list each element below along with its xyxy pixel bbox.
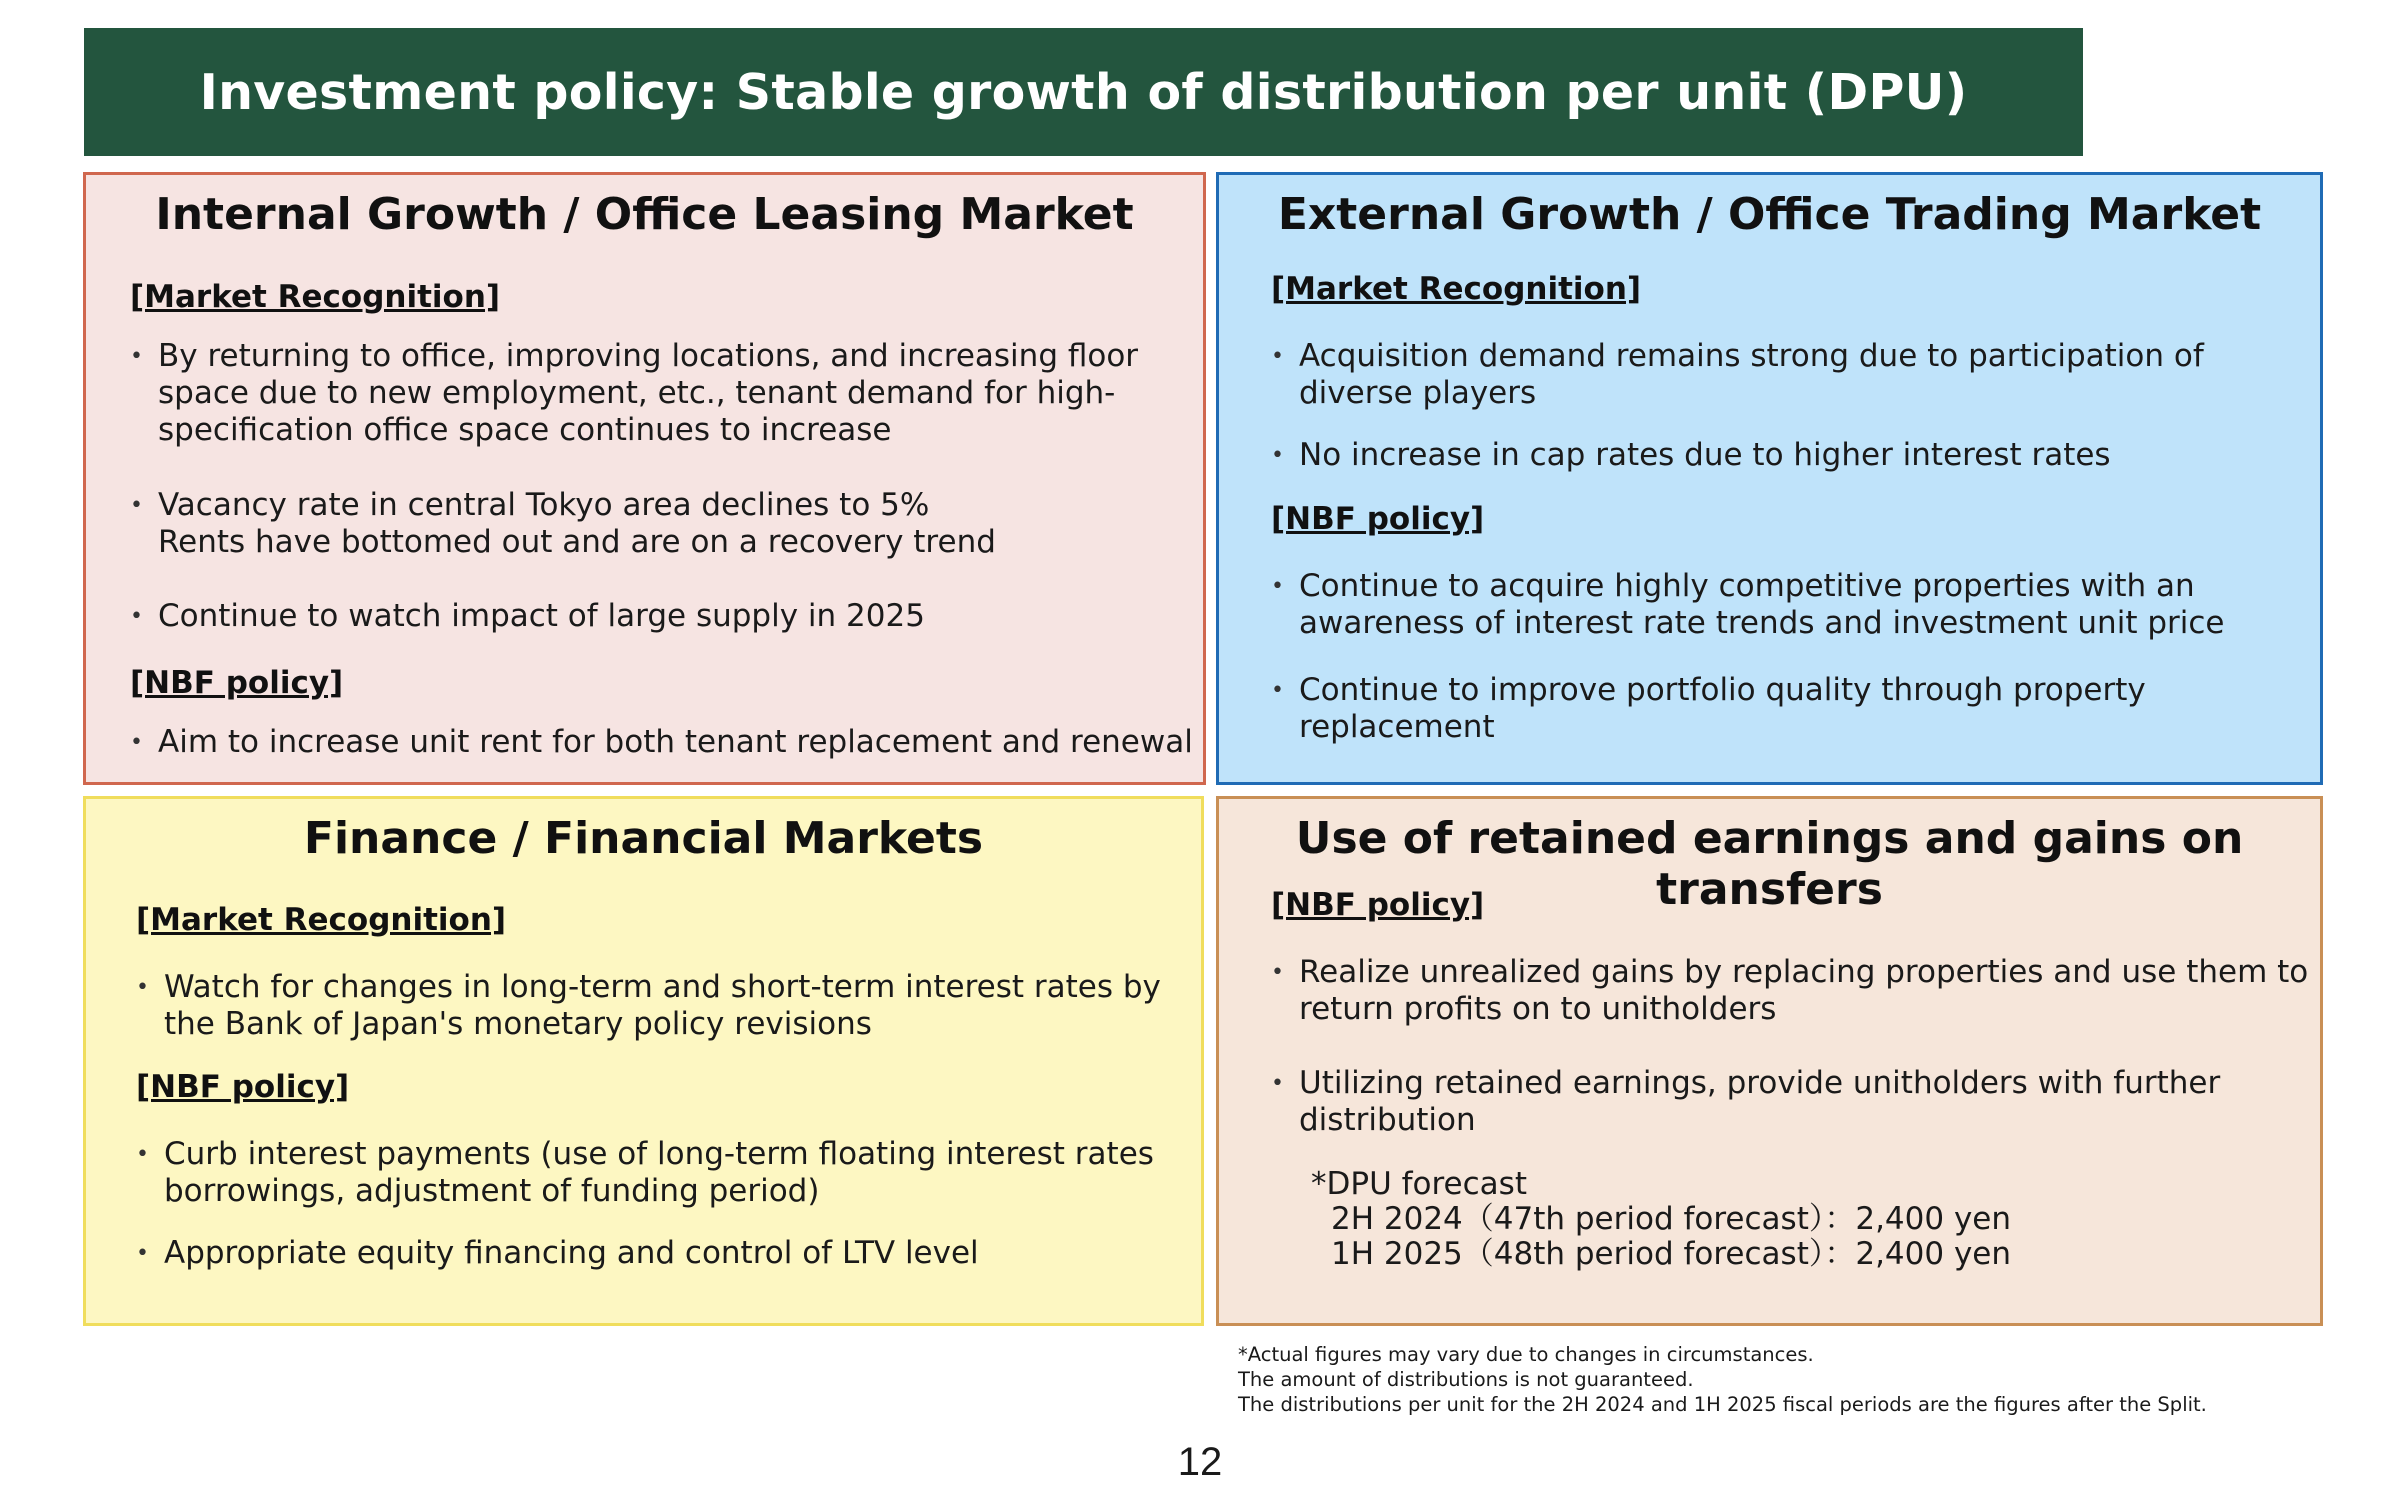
bullet-dot-icon: •	[130, 604, 143, 629]
bullet-dot-icon: •	[1271, 1071, 1284, 1096]
list-item: • Continue to watch impact of large supply in 2025	[130, 598, 925, 634]
list-item: • Acquisition demand remains strong due to participation of diverse players	[1271, 338, 2204, 411]
list-item: • Aim to increase unit rent for both tenant replacement and renewal	[130, 724, 1193, 760]
finance-title: Finance / Financial Markets	[303, 813, 984, 864]
external-policy-label: [NBF policy]	[1271, 501, 1485, 537]
internal-growth-title: Internal Growth / Office Leasing Market	[155, 189, 1134, 240]
finance-policy-label: [NBF policy]	[136, 1069, 350, 1105]
retained-earnings-panel	[1216, 796, 2323, 1326]
retained-policy-label: [NBF policy]	[1271, 887, 1485, 923]
list-item: • Appropriate equity financing and control of LTV level	[136, 1235, 979, 1271]
finance-panel	[83, 796, 1204, 1326]
dpu-forecast-row: 2H 2024（47th period forecast）：2,400 yen	[1331, 1201, 2012, 1237]
bullet-dot-icon: •	[136, 975, 149, 1000]
retained-earnings-title: Use of retained earnings and gains on transfers	[1295, 813, 2244, 915]
bullet-dot-icon: •	[136, 1142, 149, 1167]
finance-market-label: [Market Recognition]	[136, 902, 507, 938]
footnote-line: *Actual figures may vary due to changes in circumstances.	[1238, 1343, 1814, 1366]
bullet-dot-icon: •	[1271, 443, 1284, 468]
title-banner	[84, 28, 2083, 156]
dpu-forecast-row: 1H 2025（48th period forecast）：2,400 yen	[1331, 1236, 2012, 1272]
internal-growth-panel	[83, 172, 1206, 785]
external-growth-panel	[1216, 172, 2323, 785]
bullet-dot-icon: •	[130, 344, 143, 369]
bullet-dot-icon: •	[1271, 344, 1284, 369]
page-number: 12	[1177, 1440, 1223, 1484]
list-item: • Watch for changes in long-term and short-term interest rates by the Bank of Japan's monetary policy revisions	[136, 969, 1161, 1042]
internal-market-label: [Market Recognition]	[130, 279, 501, 315]
footnote-line: The amount of distributions is not guaranteed.	[1238, 1368, 1694, 1391]
list-item: • Continue to acquire highly competitive properties with an awareness of interest rate trends and investment unit price	[1271, 568, 2225, 641]
page-title: Investment policy: Stable growth of distribution per unit (DPU)	[199, 63, 1968, 121]
list-item: • Curb interest payments (use of long-term floating interest rates borrowings, adjustment of funding period)	[136, 1136, 1154, 1209]
list-item: • Vacancy rate in central Tokyo area declines to 5% Rents have bottomed out and are on a recovery trend	[130, 487, 996, 560]
bullet-dot-icon: •	[136, 1241, 149, 1266]
list-item: • Realize unrealized gains by replacing properties and use them to return profits on to unitholders	[1271, 954, 2309, 1027]
external-market-label: [Market Recognition]	[1271, 271, 1642, 307]
list-item: • Continue to improve portfolio quality through property replacement	[1271, 672, 2146, 745]
list-item: • By returning to office, improving locations, and increasing floor space due to new employment, etc., tenant demand for high- specification office space continues to increase	[130, 338, 1139, 448]
list-item: • Utilizing retained earnings, provide unitholders with further distribution	[1271, 1065, 2221, 1138]
bullet-dot-icon: •	[130, 730, 143, 755]
list-item: • No increase in cap rates due to higher interest rates	[1271, 437, 2111, 473]
footnote-line: The distributions per unit for the 2H 2024 and 1H 2025 fiscal periods are the figures after the Split.	[1238, 1393, 2207, 1416]
footnotes	[1238, 1342, 2207, 1417]
bullet-dot-icon: •	[1271, 574, 1284, 599]
bullet-dot-icon: •	[1271, 960, 1284, 985]
dpu-forecast-heading: *DPU forecast	[1311, 1166, 1527, 1202]
external-growth-title: External Growth / Office Trading Market	[1277, 189, 2262, 240]
bullet-dot-icon: •	[130, 493, 143, 518]
bullet-dot-icon: •	[1271, 678, 1284, 703]
internal-policy-label: [NBF policy]	[130, 665, 344, 701]
